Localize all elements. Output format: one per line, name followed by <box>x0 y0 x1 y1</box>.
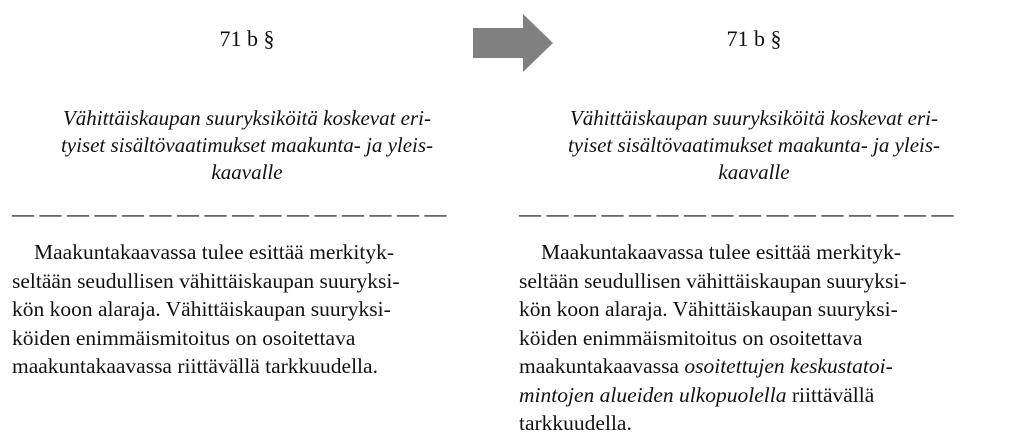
omitted-text-dashes: — — — — — — — — — — — — — — — — <box>12 201 447 226</box>
omitted-text-dashes: — — — — — — — — — — — — — — — — <box>519 201 954 226</box>
section-heading: Vähittäiskaupan suuryksiköitä koskevat eri- tyiset sisältövaatimukset maakunta- ja yleis- kaavalle <box>567 106 941 184</box>
section-number: 71 b § <box>219 26 275 51</box>
section-number: 71 b § <box>726 26 782 51</box>
section-body: Maakuntakaavassa tulee esittää merkityk- seltään seudullisen vähittäiskaupan suuryksi- kön koon alaraja. Vähittäiskaupan suuryksi- köiden enimmäismitoitus on osoitettava maakuntakaavassa osoitettujen keskustatoi- mintojen alueiden ulkopuolella riittävällä tarkkuudella. <box>519 240 907 435</box>
section-heading: Vähittäiskaupan suuryksiköitä koskevat eri- tyiset sisältövaatimukset maakunta- ja yleis- kaavalle <box>60 106 434 184</box>
amendment-italic-text: osoitettujen keskustatoi- mintojen alueiden ulkopuolella <box>519 354 893 407</box>
section-body: Maakuntakaavassa tulee esittää merkityk- seltään seudullisen vähittäiskaupan suuryksi- kön koon alaraja. Vähittäiskaupan suuryksi- köiden enimmäismitoitus on osoitettava maakuntakaavassa riittävällä tarkkuudella. <box>12 240 400 378</box>
